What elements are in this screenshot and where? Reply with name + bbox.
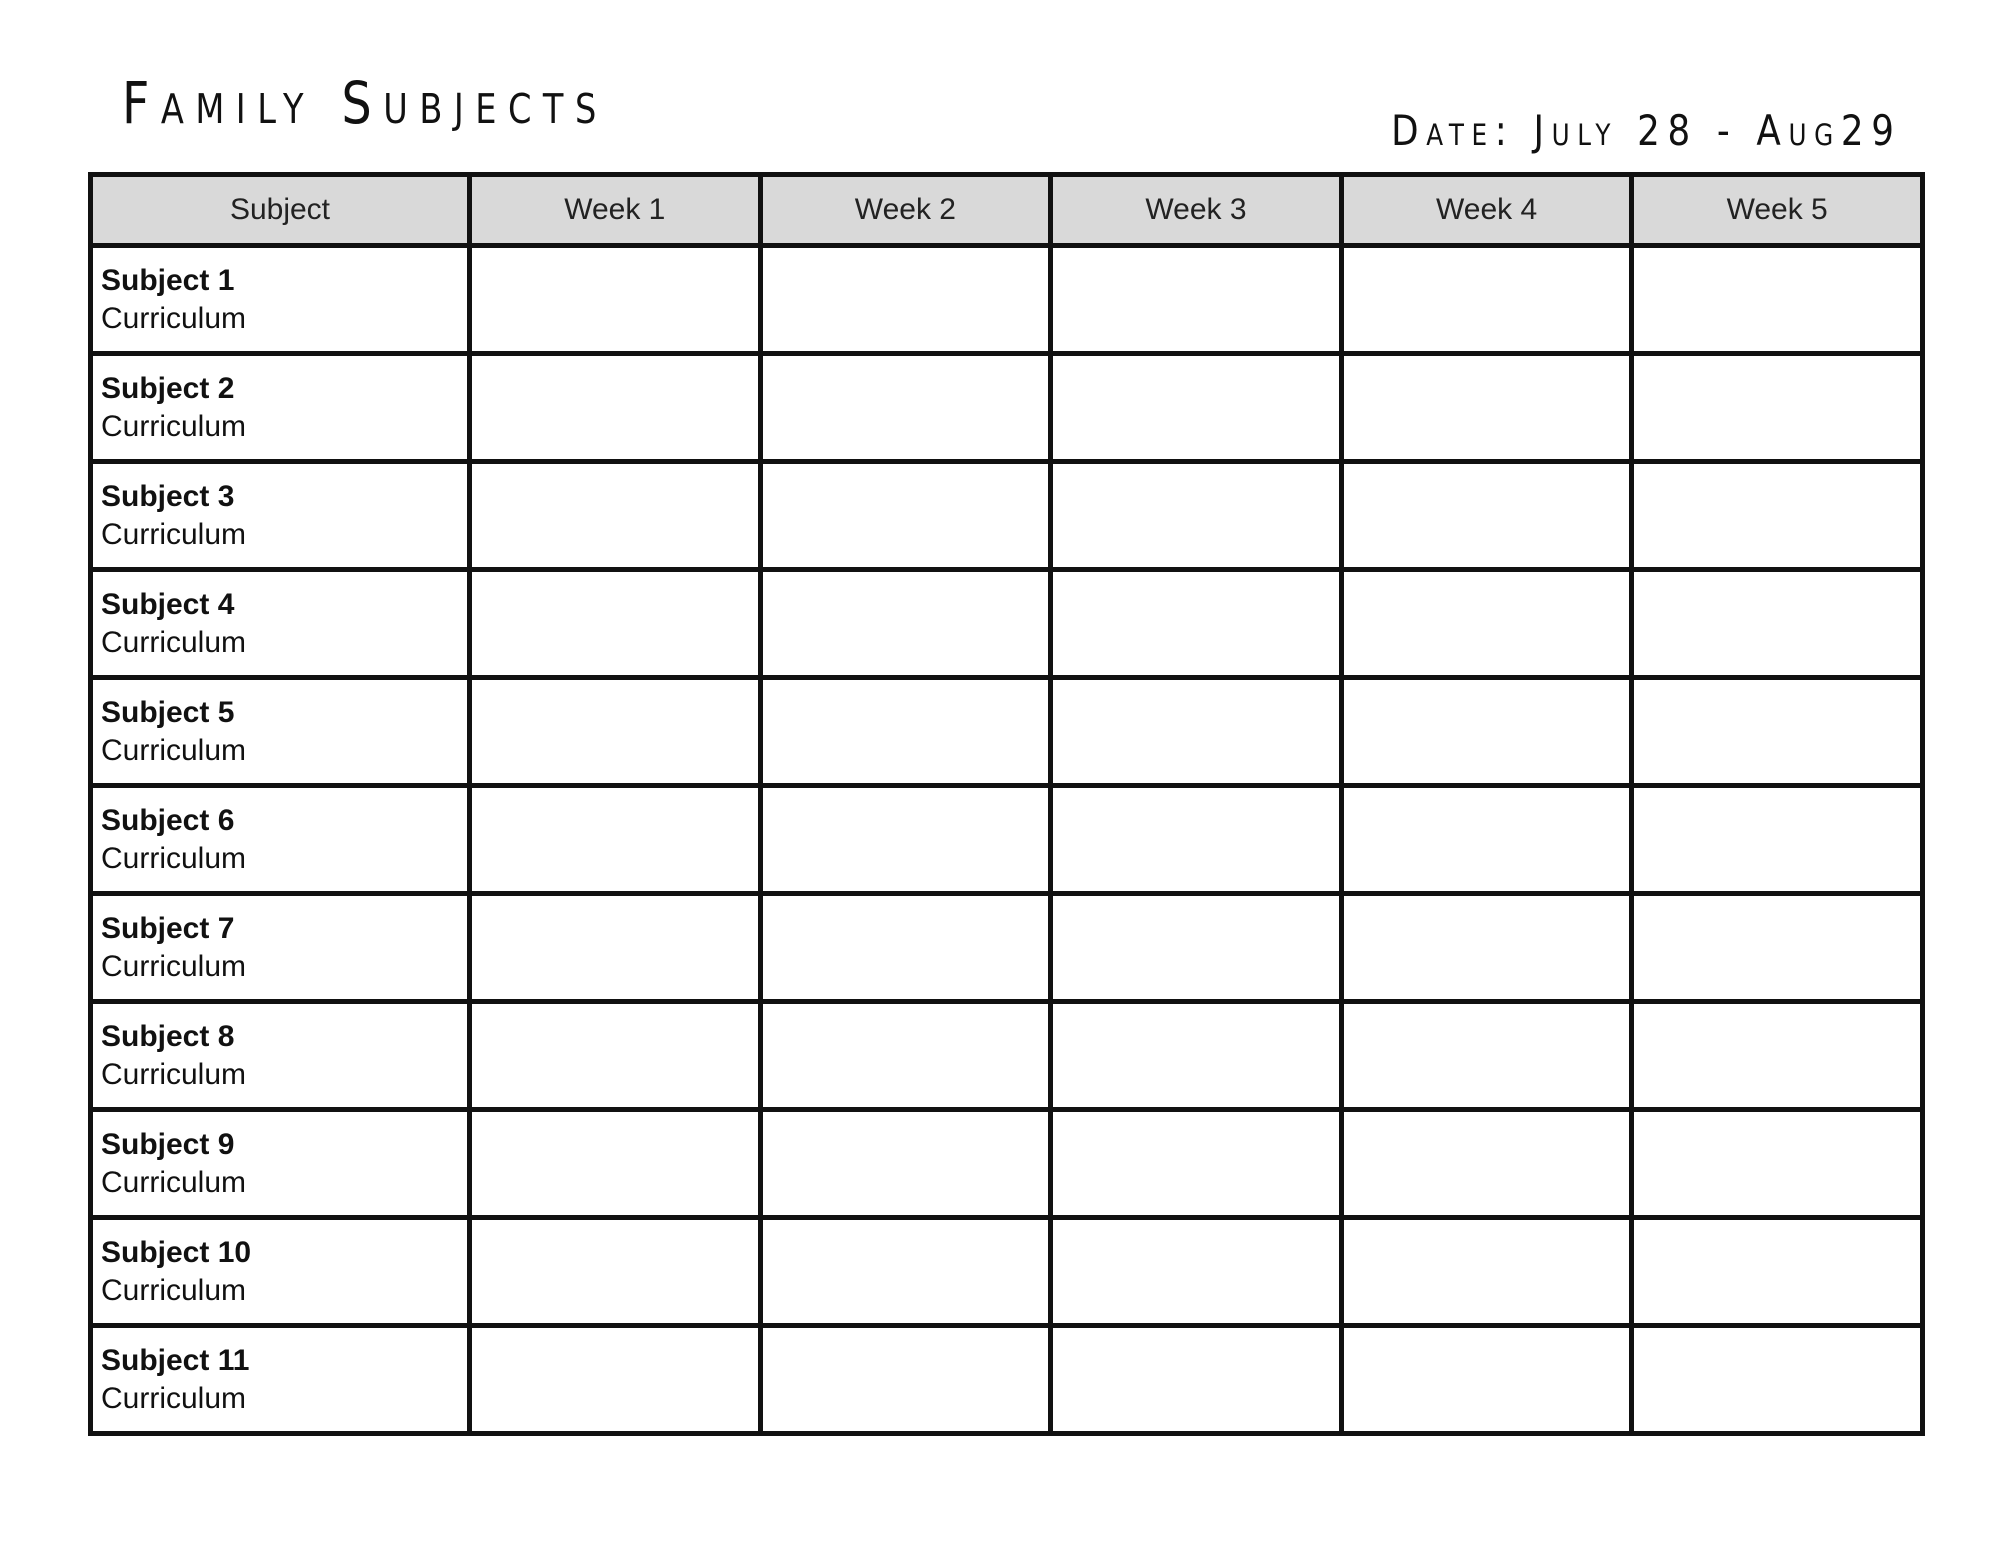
- subject-curriculum: Curriculum: [101, 302, 247, 335]
- subject-cell: [91, 1002, 470, 1110]
- table-body: [91, 246, 1923, 1434]
- week-3-cell[interactable]: [1051, 1326, 1342, 1434]
- week-3-cell[interactable]: [1051, 894, 1342, 1002]
- week-3-cell[interactable]: [1051, 1218, 1342, 1326]
- week-2-cell[interactable]: [760, 354, 1051, 462]
- table-row: [91, 1326, 1923, 1434]
- week-3-cell[interactable]: [1051, 678, 1342, 786]
- week-5-cell[interactable]: [1632, 1218, 1923, 1326]
- subject-cell: [91, 1326, 470, 1434]
- week-1-cell[interactable]: [470, 1218, 761, 1326]
- week-5-cell[interactable]: [1632, 1110, 1923, 1218]
- week-3-cell[interactable]: [1051, 354, 1342, 462]
- week-1-cell[interactable]: [470, 894, 761, 1002]
- subject-curriculum: Curriculum: [101, 1274, 247, 1307]
- subject-curriculum: Curriculum: [101, 734, 247, 767]
- week-5-cell[interactable]: [1632, 462, 1923, 570]
- column-header-subject: Subject: [91, 175, 470, 246]
- subject-name: Subject 1: [101, 264, 235, 297]
- week-1-cell[interactable]: [470, 1326, 761, 1434]
- subject-cell: [91, 1110, 470, 1218]
- subject-curriculum: Curriculum: [101, 1166, 247, 1199]
- week-5-cell[interactable]: [1632, 1326, 1923, 1434]
- subject-name: Subject 6: [101, 804, 235, 837]
- week-3-cell[interactable]: [1051, 786, 1342, 894]
- week-2-cell[interactable]: [760, 678, 1051, 786]
- column-header-week-4: Week 4: [1341, 175, 1632, 246]
- subjects-planner-table: [88, 172, 1925, 1436]
- week-2-cell[interactable]: [760, 1218, 1051, 1326]
- week-5-cell[interactable]: [1632, 894, 1923, 1002]
- subject-cell: [91, 1218, 470, 1326]
- column-header-week-3: Week 3: [1051, 175, 1342, 246]
- subject-name: Subject 3: [101, 480, 235, 513]
- table-row: [91, 1110, 1923, 1218]
- week-4-cell[interactable]: [1341, 894, 1632, 1002]
- week-2-cell[interactable]: [760, 462, 1051, 570]
- week-4-cell[interactable]: [1341, 1110, 1632, 1218]
- table-row: [91, 894, 1923, 1002]
- table-row: [91, 786, 1923, 894]
- week-4-cell[interactable]: [1341, 1002, 1632, 1110]
- subject-name: Subject 5: [101, 696, 235, 729]
- week-4-cell[interactable]: [1341, 354, 1632, 462]
- subject-curriculum: Curriculum: [101, 1058, 247, 1091]
- subject-curriculum: Curriculum: [101, 626, 247, 659]
- column-header-week-5: Week 5: [1632, 175, 1923, 246]
- subject-name: Subject 10: [101, 1236, 252, 1269]
- week-1-cell[interactable]: [470, 1002, 761, 1110]
- week-2-cell[interactable]: [760, 1110, 1051, 1218]
- column-header-week-2: Week 2: [760, 175, 1051, 246]
- column-header-week-1: Week 1: [470, 175, 761, 246]
- week-5-cell[interactable]: [1632, 1002, 1923, 1110]
- table-row: [91, 570, 1923, 678]
- week-3-cell[interactable]: [1051, 246, 1342, 354]
- week-1-cell[interactable]: [470, 354, 761, 462]
- subject-cell: [91, 246, 470, 354]
- week-2-cell[interactable]: [760, 786, 1051, 894]
- table-row: [91, 462, 1923, 570]
- subject-curriculum: Curriculum: [101, 950, 247, 983]
- week-1-cell[interactable]: [470, 246, 761, 354]
- week-1-cell[interactable]: [470, 1110, 761, 1218]
- week-3-cell[interactable]: [1051, 1110, 1342, 1218]
- table-row: [91, 1218, 1923, 1326]
- page-title: Family Subjects: [122, 69, 608, 137]
- subject-cell: [91, 894, 470, 1002]
- table-header-row: [91, 175, 1923, 246]
- subject-cell: [91, 678, 470, 786]
- week-4-cell[interactable]: [1341, 570, 1632, 678]
- table-row: [91, 246, 1923, 354]
- date-range-label: Date: July 28 - Aug29: [1391, 106, 1902, 155]
- week-5-cell[interactable]: [1632, 786, 1923, 894]
- subject-name: Subject 7: [101, 912, 235, 945]
- week-4-cell[interactable]: [1341, 1326, 1632, 1434]
- subject-curriculum: Curriculum: [101, 842, 247, 875]
- subject-name: Subject 2: [101, 372, 235, 405]
- week-1-cell[interactable]: [470, 678, 761, 786]
- subject-name: Subject 9: [101, 1128, 235, 1161]
- week-1-cell[interactable]: [470, 462, 761, 570]
- week-3-cell[interactable]: [1051, 1002, 1342, 1110]
- week-4-cell[interactable]: [1341, 786, 1632, 894]
- week-3-cell[interactable]: [1051, 570, 1342, 678]
- week-4-cell[interactable]: [1341, 246, 1632, 354]
- week-5-cell[interactable]: [1632, 354, 1923, 462]
- week-1-cell[interactable]: [470, 786, 761, 894]
- week-2-cell[interactable]: [760, 570, 1051, 678]
- subject-cell: [91, 570, 470, 678]
- week-5-cell[interactable]: [1632, 678, 1923, 786]
- subject-name: Subject 11: [101, 1344, 250, 1377]
- week-4-cell[interactable]: [1341, 1218, 1632, 1326]
- week-5-cell[interactable]: [1632, 570, 1923, 678]
- week-2-cell[interactable]: [760, 1002, 1051, 1110]
- subject-cell: [91, 786, 470, 894]
- table-row: [91, 354, 1923, 462]
- subject-cell: [91, 354, 470, 462]
- week-2-cell[interactable]: [760, 894, 1051, 1002]
- week-3-cell[interactable]: [1051, 462, 1342, 570]
- subject-name: Subject 8: [101, 1020, 235, 1053]
- week-4-cell[interactable]: [1341, 462, 1632, 570]
- subject-curriculum: Curriculum: [101, 518, 247, 551]
- week-2-cell[interactable]: [760, 1326, 1051, 1434]
- table-row: [91, 1002, 1923, 1110]
- week-1-cell[interactable]: [470, 570, 761, 678]
- subject-curriculum: Curriculum: [101, 410, 247, 443]
- week-5-cell[interactable]: [1632, 246, 1923, 354]
- subject-cell: [91, 462, 470, 570]
- week-4-cell[interactable]: [1341, 678, 1632, 786]
- week-2-cell[interactable]: [760, 246, 1051, 354]
- subject-name: Subject 4: [101, 588, 235, 621]
- subject-curriculum: Curriculum: [101, 1382, 247, 1415]
- table-row: [91, 678, 1923, 786]
